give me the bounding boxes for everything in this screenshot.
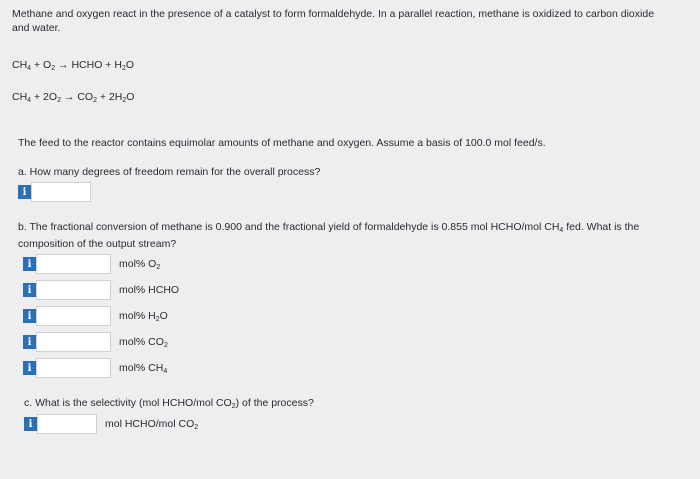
info-icon[interactable]: i xyxy=(24,417,37,431)
answer-input-h2o[interactable] xyxy=(36,306,111,326)
info-icon[interactable]: i xyxy=(23,257,36,271)
unit-label: mol% $CO_2$ xyxy=(119,336,168,349)
part-a-answer-input[interactable] xyxy=(31,182,91,202)
answer-row-hcho xyxy=(23,280,179,300)
answer-row-o2 xyxy=(23,254,160,274)
unit-label: mol HCHO/mol $CO_2$ xyxy=(105,418,199,431)
answer-input-selectivity[interactable] xyxy=(37,414,97,434)
answer-input-hcho[interactable] xyxy=(36,280,111,300)
answer-row-co2 xyxy=(23,332,168,352)
info-icon[interactable]: i xyxy=(23,335,36,349)
info-icon[interactable]: i xyxy=(18,185,31,199)
answer-row-ch4 xyxy=(23,358,167,378)
answer-row-h2o xyxy=(23,306,168,326)
answer-row-selectivity xyxy=(24,414,198,434)
unit-label: mol% $H_2O$ xyxy=(119,310,168,323)
unit-label: mol% $O_2$ xyxy=(119,258,161,271)
reaction-equation-2: $CH_4 + 2O_2 \to CO_2 + 2H_2O$ xyxy=(12,91,135,104)
reaction-equation-1: $CH_4 + O_2$ → HCHO + $H_2O$ xyxy=(12,59,135,72)
problem-intro: Methane and oxygen react in the presence of a catalyst to form formaldehyde. In a parallel reaction, methane is oxidized to carbon dioxide and water. xyxy=(12,8,655,34)
info-icon[interactable]: i xyxy=(23,309,36,323)
unit-label: mol% HCHO xyxy=(119,284,180,296)
answer-input-co2[interactable] xyxy=(36,332,111,352)
answer-input-ch4[interactable] xyxy=(36,358,111,378)
part-c-question: c. What is the selectivity (mol HCHO/mol $CO_2$) of the process? xyxy=(24,397,314,410)
part-b-question-line2: composition of the output stream? xyxy=(18,238,177,250)
answer-input-o2[interactable] xyxy=(36,254,111,274)
feed-statement: The feed to the reactor contains equimolar amounts of methane and oxygen. Assume a basis of 100.0 mol feed/s. xyxy=(18,137,546,149)
part-b-question: b. The fractional conversion of methane is 0.900 and the fractional yield of formaldehyde is 0.855 mol HCHO/mol $CH_4$ fed. What is the xyxy=(18,221,640,234)
info-icon[interactable]: i xyxy=(23,283,36,297)
part-a-question: a. How many degrees of freedom remain for the overall process? xyxy=(18,166,321,178)
unit-label: mol% $CH_4$ xyxy=(119,362,168,375)
part-a-answer-row xyxy=(18,182,91,202)
info-icon[interactable]: i xyxy=(23,361,36,375)
